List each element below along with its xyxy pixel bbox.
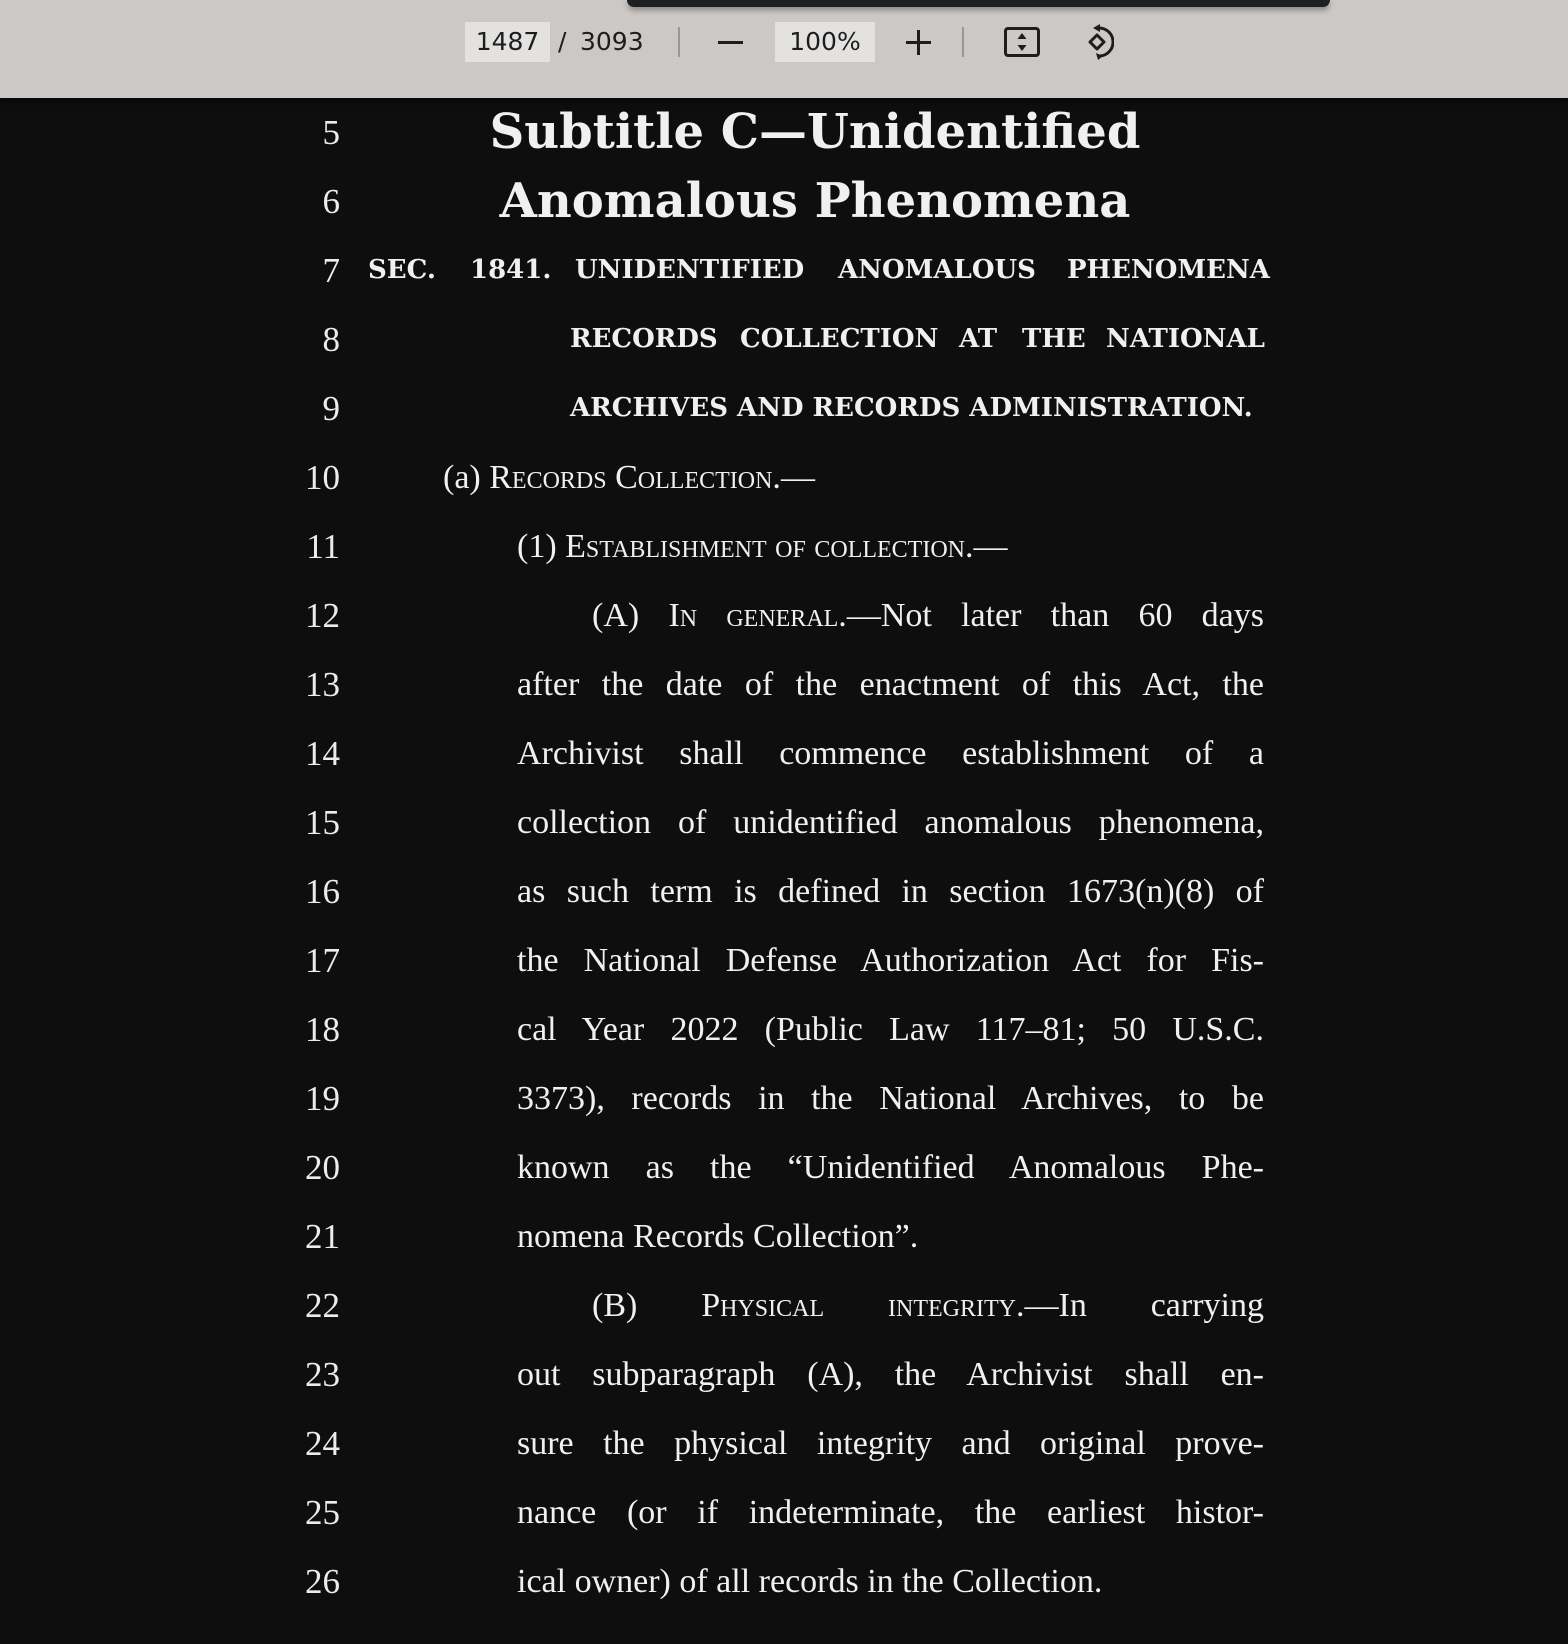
rotate-icon [1076,23,1114,61]
fit-to-page-button[interactable] [1004,27,1040,57]
body-text: nomena Records Collection”. [517,1218,919,1255]
line-number: 21 [305,1217,340,1256]
document-line [0,236,1568,305]
subparagraph-heading [592,581,1264,650]
body-text: out subparagraph (A), the Archivist shall en- [517,1356,1264,1393]
body-text: as such term is defined in section 1673(n)(8) of [517,873,1264,910]
body-text: nance (or if indeterminate, the earliest histor- [517,1494,1264,1531]
document-line [0,995,1568,1064]
document-line [0,1271,1568,1340]
line-number: 19 [305,1079,340,1118]
document-line [0,1340,1568,1409]
document-line [0,857,1568,926]
heading-text: Establishment of collection. [565,528,974,565]
line-number: 20 [305,1148,340,1187]
document-page [0,98,1568,1644]
window-top-bar [627,0,1330,7]
document-line [0,581,1568,650]
heading-text: Physical integrity. [701,1287,1025,1324]
line-number: 16 [305,872,340,911]
document-line [0,1202,1568,1271]
line-number: 25 [305,1493,340,1532]
heading-text: In general. [668,597,847,634]
section-word: RECORDS [570,324,718,354]
document-line [0,305,1568,374]
zoom-in-button[interactable] [902,22,936,62]
document-line [0,926,1568,995]
line-number: 22 [305,1286,340,1325]
section-word: ANOMALOUS [838,255,1036,285]
document-line [0,1064,1568,1133]
line-number: 23 [305,1355,340,1394]
heading-dash: — [973,528,1008,565]
rotate-button[interactable] [1076,23,1114,61]
body-text: —In carrying [1024,1287,1264,1324]
subparagraph-heading [592,1271,1264,1340]
line-number: 13 [305,665,340,704]
line-number: 7 [322,251,340,290]
enum-label: (A) [592,597,669,634]
body-text: after the date of the enactment of this Act, the [517,666,1264,703]
heading-text: Records Collection. [489,459,781,496]
line-number: 12 [305,596,340,635]
section-word: NATIONAL [1106,324,1265,354]
body-text: cal Year 2022 (Public Law 117–81; 50 U.S.C. [517,1011,1264,1048]
line-number: 8 [322,320,340,359]
enum-label: (1) [517,528,566,565]
section-word: 1841. [470,255,552,285]
document-line [0,443,1568,512]
document-line [0,1478,1568,1547]
line-number: 18 [305,1010,340,1049]
section-word: PHENOMENA [1067,255,1270,285]
body-text: —Not later than 60 days [846,597,1264,634]
body-text: the National Defense Authorization Act for Fis- [517,942,1264,979]
line-number: 17 [305,941,340,980]
body-text: known as the “Unidentified Anomalous Phe- [517,1149,1264,1186]
pdf-viewer-toolbar [0,0,1568,98]
body-text: collection of unidentified anomalous phenomena, [517,804,1264,841]
line-number: 6 [322,182,340,221]
line-number: 11 [306,527,340,566]
zoom-level-input[interactable]: 100% [775,22,875,62]
line-number: 10 [305,458,340,497]
body-text: Archivist shall commence establishment of a [517,735,1264,772]
toolbar-divider [962,27,964,57]
line-number: 9 [322,389,340,428]
line-number: 5 [322,113,340,152]
enum-label: (B) [592,1287,702,1324]
line-number: 15 [305,803,340,842]
document-line [0,1409,1568,1478]
toolbar-divider [678,27,680,57]
document-line [0,512,1568,581]
document-line [0,719,1568,788]
document-line [0,650,1568,719]
fit-to-page-icon [1004,27,1040,57]
subtitle-heading: Subtitle C—Unidentified [489,104,1141,160]
section-word: COLLECTION [740,324,939,354]
line-number: 24 [305,1424,340,1463]
paragraph-heading [517,512,1008,581]
document-line [0,98,1568,167]
heading-dash: — [780,459,815,496]
document-line [0,1547,1568,1616]
section-word: AT [959,324,998,354]
subtitle-heading: Anomalous Phenomena [499,173,1131,229]
line-number: 14 [305,734,340,773]
page-separator: / [558,27,567,56]
section-word: SEC. [368,255,436,285]
total-pages: 3093 [580,27,644,56]
subsection-heading [443,443,815,512]
body-text: sure the physical integrity and original prove- [517,1425,1264,1462]
document-line [0,374,1568,443]
document-line [0,167,1568,236]
line-number: 26 [305,1562,340,1601]
section-heading-text: ARCHIVES AND RECORDS ADMINISTRATION. [570,393,1253,423]
enum-label: (a) [443,459,490,496]
section-word: UNIDENTIFIED [575,255,805,285]
body-text: ical owner) of all records in the Collection. [517,1563,1103,1600]
current-page-input[interactable]: 1487 [465,22,550,62]
document-line [0,788,1568,857]
section-word: THE [1022,324,1086,354]
zoom-out-button[interactable] [714,22,748,62]
document-line [0,1133,1568,1202]
body-text: 3373), records in the National Archives, to be [517,1080,1264,1117]
